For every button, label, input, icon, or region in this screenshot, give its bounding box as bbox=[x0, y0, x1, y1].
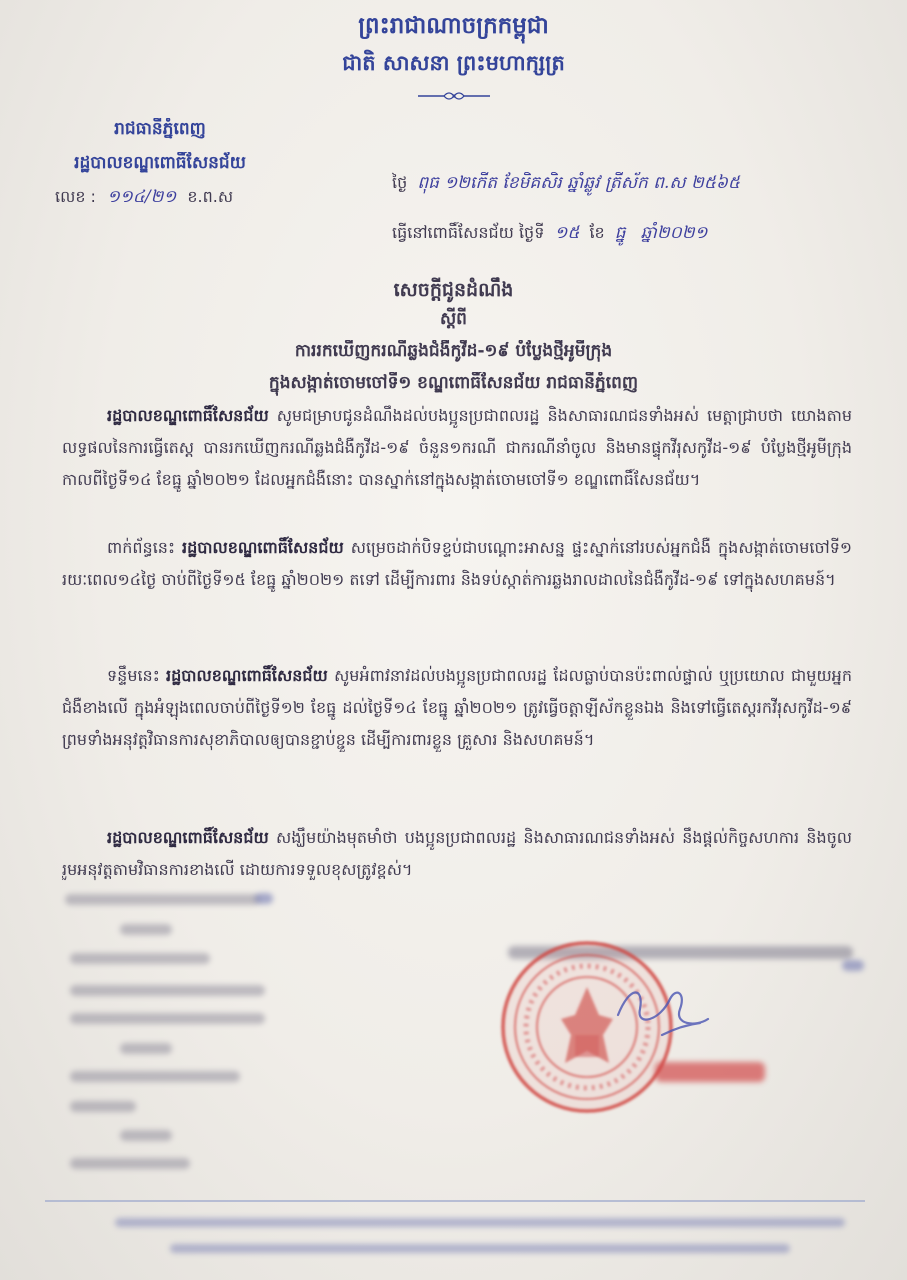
paragraph-lead: រដ្ឋបាលខណ្ឌពោធិ៍សែនជ័យ bbox=[182, 538, 344, 557]
redacted-signatory-name bbox=[655, 1062, 765, 1082]
redacted-text bbox=[70, 985, 265, 996]
issuer-district: រដ្ឋបាលខណ្ឌពោធិ៍សែនជ័យ bbox=[74, 153, 246, 173]
paragraph-pre: ពាក់ព័ន្ធនេះ bbox=[107, 538, 182, 557]
redacted-text bbox=[70, 1158, 190, 1169]
redacted-text bbox=[70, 953, 210, 964]
date-month-label: ខែ bbox=[589, 223, 605, 242]
redacted-text bbox=[70, 1101, 136, 1112]
redacted-text bbox=[120, 1130, 172, 1141]
paragraph-pre: ទន្ទឹមនេះ bbox=[107, 666, 167, 685]
paragraph-text: សម្រេចដាក់បិទខ្ទប់ជាបណ្ដោះអាសន្ន ផ្ទះស្នាក់នៅរបស់អ្នកជំងឺ ក្នុងសង្កាត់ចោមចៅទី១ រយៈពេល១៤ថ្ងៃ ចាប់ពីថ្ងៃទី១៥ ខែធ្នូ ឆ្នាំ២០២១ តទៅ ដើម្បីការពារ និងទប់ស្កាត់ការឆ្លងរាលដាលនៃជំងឺកូវីដ-១៩ ទៅក្នុងសហគមន៍។ bbox=[62, 538, 852, 589]
redacted-footer-line bbox=[115, 1218, 845, 1227]
date-month: ធ្នូ bbox=[614, 223, 626, 243]
issuer-capital: រាជធានីភ្នំពេញ bbox=[114, 119, 206, 139]
date-day: ១៥ bbox=[554, 223, 580, 243]
redacted-text bbox=[842, 960, 864, 971]
document-title: សេចក្ដីជូនដំណឹង bbox=[393, 279, 514, 301]
redacted-footer-line bbox=[170, 1244, 790, 1253]
paragraph-text: សង្ឃឹមយ៉ាងមុតមាំថា បងប្អូនប្រជាពលរដ្ឋ និងសាធារណជនទាំងអស់ នឹងផ្ដល់កិច្ចសហការ និងចូលរួមអនុវត្តតាមវិធានការខាងលើ ដោយការទទួលខុសត្រូវខ្ពស់។ bbox=[62, 828, 852, 879]
body-paragraph-1 bbox=[62, 400, 852, 528]
signature-scribble bbox=[600, 975, 710, 1055]
redacted-text bbox=[120, 924, 172, 935]
footer-divider bbox=[45, 1200, 865, 1202]
body-paragraph-2 bbox=[62, 532, 852, 660]
redacted-text bbox=[120, 1043, 172, 1054]
body-paragraph-3 bbox=[62, 660, 852, 820]
place-prefix: ធ្វើនៅពោធិ៍សែនជ័យ ថ្ងៃទី bbox=[392, 223, 545, 242]
redacted-text bbox=[70, 1013, 265, 1024]
reference-number: ១១៤/២១ bbox=[107, 187, 177, 207]
paragraph-lead: រដ្ឋបាលខណ្ឌពោធិ៍សែនជ័យ bbox=[107, 406, 269, 425]
date-year: ឆ្នាំ២០២១ bbox=[640, 223, 708, 243]
paragraph-text: សូមជម្រាបជូនដំណឹងដល់បងប្អូនប្រជាពលរដ្ឋ និងសាធារណជនទាំងអស់ មេត្តាជ្រាបថា យោងតាមលទ្ធផលនៃការធ្វើតេស្ត បានរកឃើញករណីឆ្លងជំងឺកូវីដ-១៩ ចំនួន១ករណី ជាករណីនាំចូល និងមានផ្ទុកវីរុសកូវីដ-១៩ បំប្លែងថ្មីអូមីក្រុង កាលពីថ្ងៃទី១៤ ខែធ្នូ ឆ្នាំ២០២១ ដែលអ្នកជំងឺនោះ បានស្នាក់នៅក្នុងសង្កាត់ចោមចៅទី១ ខណ្ឌពោធិ៍សែនជ័យ។ bbox=[62, 406, 852, 489]
title-about: ស្ដីពី bbox=[440, 309, 467, 329]
redacted-text bbox=[65, 894, 260, 905]
ornament-divider-icon bbox=[418, 88, 490, 104]
solar-date-line bbox=[392, 222, 867, 252]
subject-line-2: ក្នុងសង្កាត់ចោមចៅទី១ ខណ្ឌពោធិ៍សែនជ័យ រាជធានីភ្នំពេញ bbox=[268, 373, 639, 393]
kingdom-heading: ព្រះរាជាណាចក្រកម្ពុជា bbox=[358, 13, 549, 39]
national-motto: ជាតិ សាសនា ព្រះមហាក្សត្រ bbox=[342, 51, 565, 75]
reference-number-line bbox=[55, 186, 275, 211]
subject-line-1: ការរកឃើញករណីឆ្លងជំងឺកូវីដ-១៩ បំប្លែងថ្មីអូមីក្រុង bbox=[294, 341, 613, 361]
redacted-text bbox=[70, 1071, 240, 1082]
lunar-date-value: ពុធ ១២កើត ខែមិគសិរ ឆ្នាំឆ្លូវ ត្រីស័ក ព.ស ២៥៦៥ bbox=[417, 173, 740, 193]
lunar-date-line bbox=[392, 172, 867, 202]
paragraph-text: សូមអំពាវនាវដល់បងប្អូនប្រជាពលរដ្ឋ ដែលធ្លាប់បានប៉ះពាល់ផ្ទាល់ ឬប្រយោល ជាមួយអ្នកជំងឺខាងលើ ក្នុងអំឡុងពេលចាប់ពីថ្ងៃទី១២ ខែធ្នូ ដល់ថ្ងៃទី១៤ ខែធ្នូ ឆ្នាំ២០២១ ត្រូវធ្វើចត្តាឡីស័កខ្លួនឯង និងទៅធ្វើតេស្តរកវីរុសកូវីដ-១៩ ព្រមទាំងអនុវត្តវិធានការសុខាភិបាលឲ្យបានខ្ជាប់ខ្ជួន ដើម្បីការពារខ្លួន គ្រួសារ និងសហគមន៍។ bbox=[62, 666, 852, 749]
body-paragraph-4 bbox=[62, 822, 852, 886]
lunar-date-label: ថ្ងៃ bbox=[392, 173, 408, 192]
paragraph-lead: រដ្ឋបាលខណ្ឌពោធិ៍សែនជ័យ bbox=[166, 666, 328, 685]
reference-suffix: ខ.ព.ស bbox=[187, 187, 234, 206]
reference-label: លេខ : bbox=[55, 187, 96, 206]
redacted-text bbox=[255, 893, 273, 904]
paragraph-lead: រដ្ឋបាលខណ្ឌពោធិ៍សែនជ័យ bbox=[107, 828, 269, 847]
